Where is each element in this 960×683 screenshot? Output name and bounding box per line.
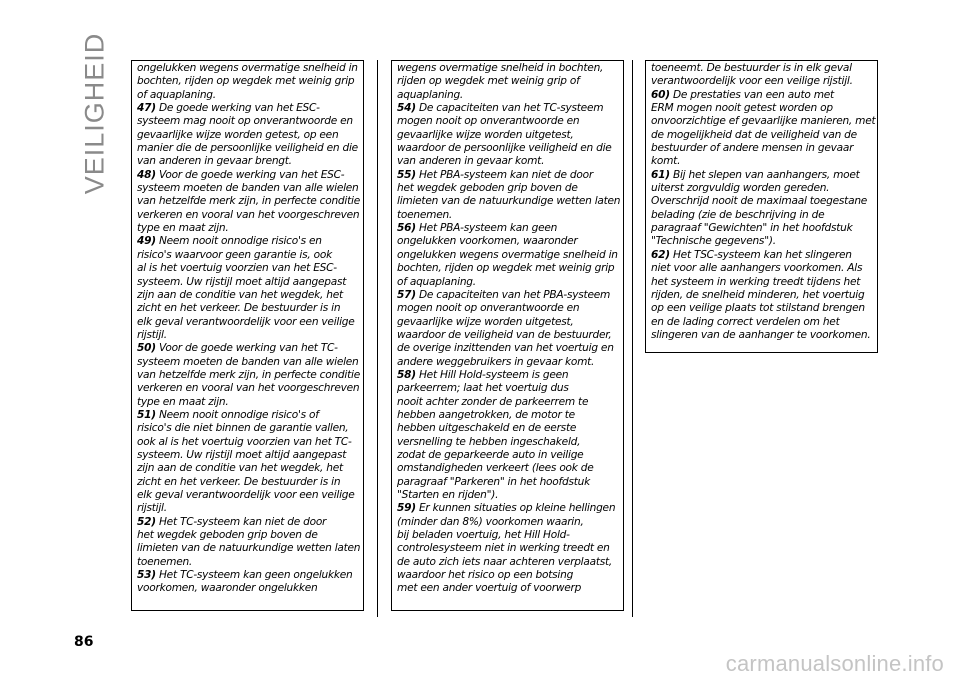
line-text: het wegdek geboden grip boven de — [397, 182, 578, 195]
line-text: type en maat zijn. — [137, 222, 229, 235]
watermark: carmanualsonline.info — [725, 651, 944, 676]
text-line — [137, 342, 361, 355]
text-line — [651, 75, 875, 88]
text-line — [651, 142, 875, 155]
line-text: slingeren van de aanhanger te voorkomen. — [651, 328, 871, 341]
text-line — [651, 316, 875, 329]
line-text: rijden op wegdek met weinig grip of — [397, 75, 580, 88]
line-text: uiterst zorgvuldig worden gereden. — [651, 182, 830, 195]
line-text: rijstijl. — [137, 328, 167, 341]
line-text: komt. — [651, 155, 681, 168]
text-line — [651, 209, 875, 222]
text-line — [137, 569, 361, 582]
text-line — [397, 209, 621, 222]
text-line — [397, 169, 621, 182]
text-line — [137, 276, 361, 289]
line-text: parkeerrem; laat het voertuig dus — [397, 382, 569, 395]
line-text: verkeren en vooral van het voorgeschreven — [137, 208, 360, 221]
text-line — [397, 542, 621, 555]
text-line — [137, 502, 361, 515]
text-line — [397, 396, 621, 409]
line-text: waardoor de persoonlijke veiligheid en die — [397, 142, 612, 155]
line-text: Voor de goede werking van het ESC- — [158, 168, 345, 181]
text-line — [397, 436, 621, 449]
text-line — [137, 262, 361, 275]
text-line — [397, 342, 621, 355]
line-text: of aquaplaning. — [137, 88, 216, 101]
text-line — [397, 262, 621, 275]
text-line — [137, 195, 361, 208]
text-line — [651, 129, 875, 142]
text-line — [137, 209, 361, 222]
line-text: ERM mogen nooit getest worden op — [651, 102, 833, 115]
line-text: op een veilige plaats tot stilstand brengen — [651, 302, 865, 315]
text-line — [651, 289, 875, 302]
line-text: rijstijl. — [137, 502, 167, 515]
line-text: nooit achter zonder de parkeerrem te — [397, 395, 589, 408]
text-line — [397, 62, 621, 75]
text-line — [651, 329, 875, 342]
line-text: verantwoordelijk voor een veilige rijstijl. — [651, 75, 853, 88]
note-number: 59) — [397, 502, 416, 515]
text-line — [651, 222, 875, 235]
text-line — [137, 422, 361, 435]
line-text: het wegdek geboden grip boven de — [137, 529, 318, 542]
text-line — [397, 289, 621, 302]
note-number: 60) — [651, 88, 670, 101]
text-line — [137, 316, 361, 329]
text-column-3 — [645, 60, 878, 353]
line-text: Het TSC-systeem kan het slingeren — [672, 248, 852, 261]
text-line — [397, 115, 621, 128]
note-number: 53) — [137, 569, 156, 582]
line-text: limieten van de natuurkundige wetten laten — [397, 195, 621, 208]
text-line — [397, 556, 621, 569]
text-line — [397, 249, 621, 262]
text-line — [137, 115, 361, 128]
line-text: voorkomen, waaronder ongelukken — [137, 582, 318, 595]
text-line — [397, 89, 621, 102]
line-text: versnelling te hebben ingeschakeld, — [397, 435, 581, 448]
text-line — [651, 102, 875, 115]
line-text: risico's die niet binnen de garantie vallen, — [137, 422, 349, 435]
text-line — [137, 155, 361, 168]
line-text: systeem moeten de banden van alle wielen — [137, 182, 359, 195]
line-text: van hetzelfde merk zijn, in perfecte conditie — [137, 368, 360, 381]
line-text: gevaarlijke wijze worden getest, op een — [137, 128, 339, 141]
line-text: gevaarlijke wijze worden uitgetest, — [397, 315, 574, 328]
line-text: Bij het slepen van aanhangers, moet — [672, 168, 860, 181]
line-text: systeem mag nooit op onverantwoorde en — [137, 115, 353, 128]
line-text: met een ander voertuig of voorwerp — [397, 582, 582, 595]
note-number: 56) — [397, 222, 416, 235]
line-text: Overschrijd nooit de maximaal toegestane — [651, 195, 868, 208]
text-line — [137, 369, 361, 382]
line-text: Voor de goede werking van het TC- — [158, 342, 338, 355]
text-line — [137, 62, 361, 75]
line-text: systeem moeten de banden van alle wielen — [137, 355, 359, 368]
page-number: 86 — [74, 634, 94, 650]
text-line — [137, 289, 361, 302]
line-text: toeneemt. De bestuurder is in elk geval — [651, 62, 852, 74]
line-text: Er kunnen situaties op kleine hellingen — [418, 502, 616, 515]
text-line — [651, 302, 875, 315]
line-text: systeem. Uw rijstijl moet altijd aangepast — [137, 275, 347, 288]
line-text: zijn aan de conditie van het wegdek, het — [137, 462, 343, 475]
line-text: De goede werking van het ESC- — [158, 102, 320, 115]
text-line — [397, 356, 621, 369]
text-line — [397, 422, 621, 435]
line-text: "Starten en rijden"). — [397, 489, 499, 501]
line-text: Het Hill Hold-systeem is geen — [418, 368, 569, 381]
line-text: De capaciteiten van het PBA-systeem — [418, 288, 611, 301]
line-text: de overige inzittenden van het voertuig en — [397, 342, 614, 355]
note-number: 51) — [137, 408, 156, 421]
column-divider — [377, 60, 378, 617]
line-text: De prestaties van een auto met — [672, 88, 834, 101]
line-text: zicht en het verkeer. De bestuurder is in — [137, 475, 341, 488]
text-line — [397, 569, 621, 582]
text-line — [397, 449, 621, 462]
line-text: toenemen. — [137, 555, 193, 568]
line-text: risico's waarvoor geen garantie is, ook — [137, 248, 332, 261]
text-line — [397, 182, 621, 195]
line-text: wegens overmatige snelheid in bochten, — [397, 62, 604, 74]
text-line — [137, 89, 361, 102]
note-number: 48) — [137, 168, 156, 181]
line-text: ongelukken voorkomen, waaronder — [397, 235, 578, 248]
text-line — [137, 142, 361, 155]
text-line — [651, 182, 875, 195]
line-text: en de lading correct verdelen om het — [651, 315, 840, 328]
text-line — [397, 369, 621, 382]
line-text: manier die de persoonlijke veiligheid en die — [137, 142, 358, 155]
line-text: bestuurder of andere mensen in gevaar — [651, 142, 854, 155]
text-line — [651, 195, 875, 208]
text-line — [137, 556, 361, 569]
line-text: paragraaf "Parkeren" in het hoofdstuk — [397, 475, 590, 488]
text-line — [651, 249, 875, 262]
line-text: bochten, rijden op wegdek met weinig grip — [137, 75, 355, 88]
text-line — [137, 249, 361, 262]
line-text: Neem nooit onnodige risico's of — [158, 408, 319, 421]
line-text: type en maat zijn. — [137, 395, 229, 408]
line-text: rijden, de snelheid minderen, het voertuig — [651, 288, 865, 301]
line-text: de auto zich iets naar achteren verplaatst, — [397, 555, 613, 568]
note-number: 54) — [397, 102, 416, 115]
text-line — [651, 276, 875, 289]
line-text: Het PBA-systeem kan geen — [418, 222, 558, 235]
text-line — [137, 75, 361, 88]
note-number: 58) — [397, 368, 416, 381]
section-title — [70, 32, 120, 194]
text-column-1 — [131, 60, 364, 611]
line-text: hebben uitgeschakeld en de eerste — [397, 422, 577, 435]
line-text: waardoor de veiligheid van de bestuurder, — [397, 328, 612, 341]
text-line — [651, 169, 875, 182]
text-line — [397, 102, 621, 115]
note-number: 55) — [397, 168, 416, 181]
column-divider — [632, 60, 633, 617]
text-line — [137, 476, 361, 489]
line-text: onvoorzichtige ef gevaarlijke manieren, met — [651, 115, 876, 128]
text-line — [137, 449, 361, 462]
line-text: Het PBA-systeem kan niet de door — [418, 168, 593, 181]
text-line — [397, 75, 621, 88]
text-line — [137, 356, 361, 369]
line-text: ongelukken wegens overmatige snelheid in — [137, 62, 358, 74]
line-text: het systeem in werking treedt tijdens het — [651, 275, 861, 288]
text-line — [651, 115, 875, 128]
text-line — [397, 329, 621, 342]
line-text: van anderen in gevaar brengt. — [137, 155, 292, 168]
line-text: gevaarlijke wijze worden uitgetest, — [397, 128, 574, 141]
line-text: hebben aangetrokken, de motor te — [397, 408, 575, 421]
line-text: De capaciteiten van het TC-systeem — [418, 102, 604, 115]
line-text: Het TC-systeem kan niet de door — [158, 515, 327, 528]
text-line — [651, 262, 875, 275]
line-text: (minder dan 8%) voorkomen waarin, — [397, 515, 584, 528]
text-line — [651, 155, 875, 168]
line-text: al is het voertuig voorzien van het ESC- — [137, 262, 337, 275]
text-line — [137, 436, 361, 449]
line-text: andere weggebruikers in gevaar komt. — [397, 355, 595, 368]
line-text: ook al is het voertuig voorzien van het TC- — [137, 435, 352, 448]
line-text: bochten, rijden op wegdek met weinig grip — [397, 262, 615, 275]
text-column-2 — [391, 60, 624, 611]
text-line — [137, 382, 361, 395]
line-text: controlesysteem niet in werking treedt en — [397, 542, 610, 555]
section-title-text: VEILIGHEID — [79, 32, 110, 194]
note-number: 50) — [137, 342, 156, 355]
text-line — [137, 396, 361, 409]
text-line — [397, 582, 621, 595]
text-line — [397, 516, 621, 529]
text-line — [397, 222, 621, 235]
text-line — [651, 235, 875, 248]
text-line — [397, 235, 621, 248]
line-text: niet voor alle aanhangers voorkomen. Als — [651, 262, 863, 275]
note-number: 62) — [651, 248, 670, 261]
line-text: Neem nooit onnodige risico's en — [158, 235, 322, 248]
note-number: 49) — [137, 235, 156, 248]
line-text: of aquaplaning. — [397, 275, 476, 288]
line-text: zodat de geparkeerde auto in veilige — [397, 448, 584, 461]
line-text: toenemen. — [397, 208, 453, 221]
text-line — [137, 182, 361, 195]
text-line — [397, 382, 621, 395]
text-line — [137, 462, 361, 475]
line-text: mogen nooit op onverantwoorde en — [397, 302, 580, 315]
note-number: 52) — [137, 515, 156, 528]
text-line — [137, 329, 361, 342]
line-text: van hetzelfde merk zijn, in perfecte conditie — [137, 195, 360, 208]
line-text: systeem. Uw rijstijl moet altijd aangepast — [137, 448, 347, 461]
line-text: waardoor het risico op een botsing — [397, 569, 574, 582]
line-text: ongelukken wegens overmatige snelheid in — [397, 248, 618, 261]
note-number: 47) — [137, 102, 156, 115]
text-line — [397, 302, 621, 315]
text-line — [397, 142, 621, 155]
line-text: elk geval verantwoordelijk voor een veilige — [137, 315, 355, 328]
text-line — [651, 62, 875, 75]
text-line — [397, 316, 621, 329]
text-line — [137, 409, 361, 422]
text-line — [137, 102, 361, 115]
line-text: belading (zie de beschrijving in de — [651, 208, 825, 221]
line-text: bij beladen voertuig, het Hill Hold- — [397, 529, 570, 542]
text-line — [137, 516, 361, 529]
line-text: aquaplaning. — [397, 88, 464, 101]
text-line — [137, 529, 361, 542]
text-line — [137, 489, 361, 502]
line-text: Het TC-systeem kan geen ongelukken — [158, 569, 353, 582]
line-text: mogen nooit op onverantwoorde en — [397, 115, 580, 128]
line-text: zijn aan de conditie van het wegdek, het — [137, 288, 343, 301]
text-line — [137, 302, 361, 315]
line-text: de mogelijkheid dat de veiligheid van de — [651, 128, 857, 141]
note-number: 57) — [397, 288, 416, 301]
line-text: van anderen in gevaar komt. — [397, 155, 545, 168]
text-line — [397, 276, 621, 289]
text-line — [137, 129, 361, 142]
text-line — [397, 462, 621, 475]
text-line — [397, 502, 621, 515]
note-number: 61) — [651, 168, 670, 181]
text-line — [397, 409, 621, 422]
line-text: verkeren en vooral van het voorgeschreven — [137, 382, 360, 395]
line-text: elk geval verantwoordelijk voor een veilige — [137, 489, 355, 501]
line-text: paragraaf "Gewichten" in het hoofdstuk — [651, 222, 853, 235]
text-line — [397, 195, 621, 208]
text-line — [397, 129, 621, 142]
line-text: zicht en het verkeer. De bestuurder is in — [137, 302, 341, 315]
text-line — [137, 169, 361, 182]
line-text: limieten van de natuurkundige wetten laten — [137, 542, 361, 555]
text-line — [397, 489, 621, 502]
text-line — [137, 582, 361, 595]
text-line — [137, 222, 361, 235]
text-line — [651, 89, 875, 102]
text-line — [137, 542, 361, 555]
line-text: "Technische gegevens"). — [651, 235, 776, 248]
text-line — [397, 529, 621, 542]
text-line — [397, 476, 621, 489]
text-line — [137, 235, 361, 248]
text-line — [397, 155, 621, 168]
line-text: omstandigheden verkeert (lees ook de — [397, 462, 594, 475]
